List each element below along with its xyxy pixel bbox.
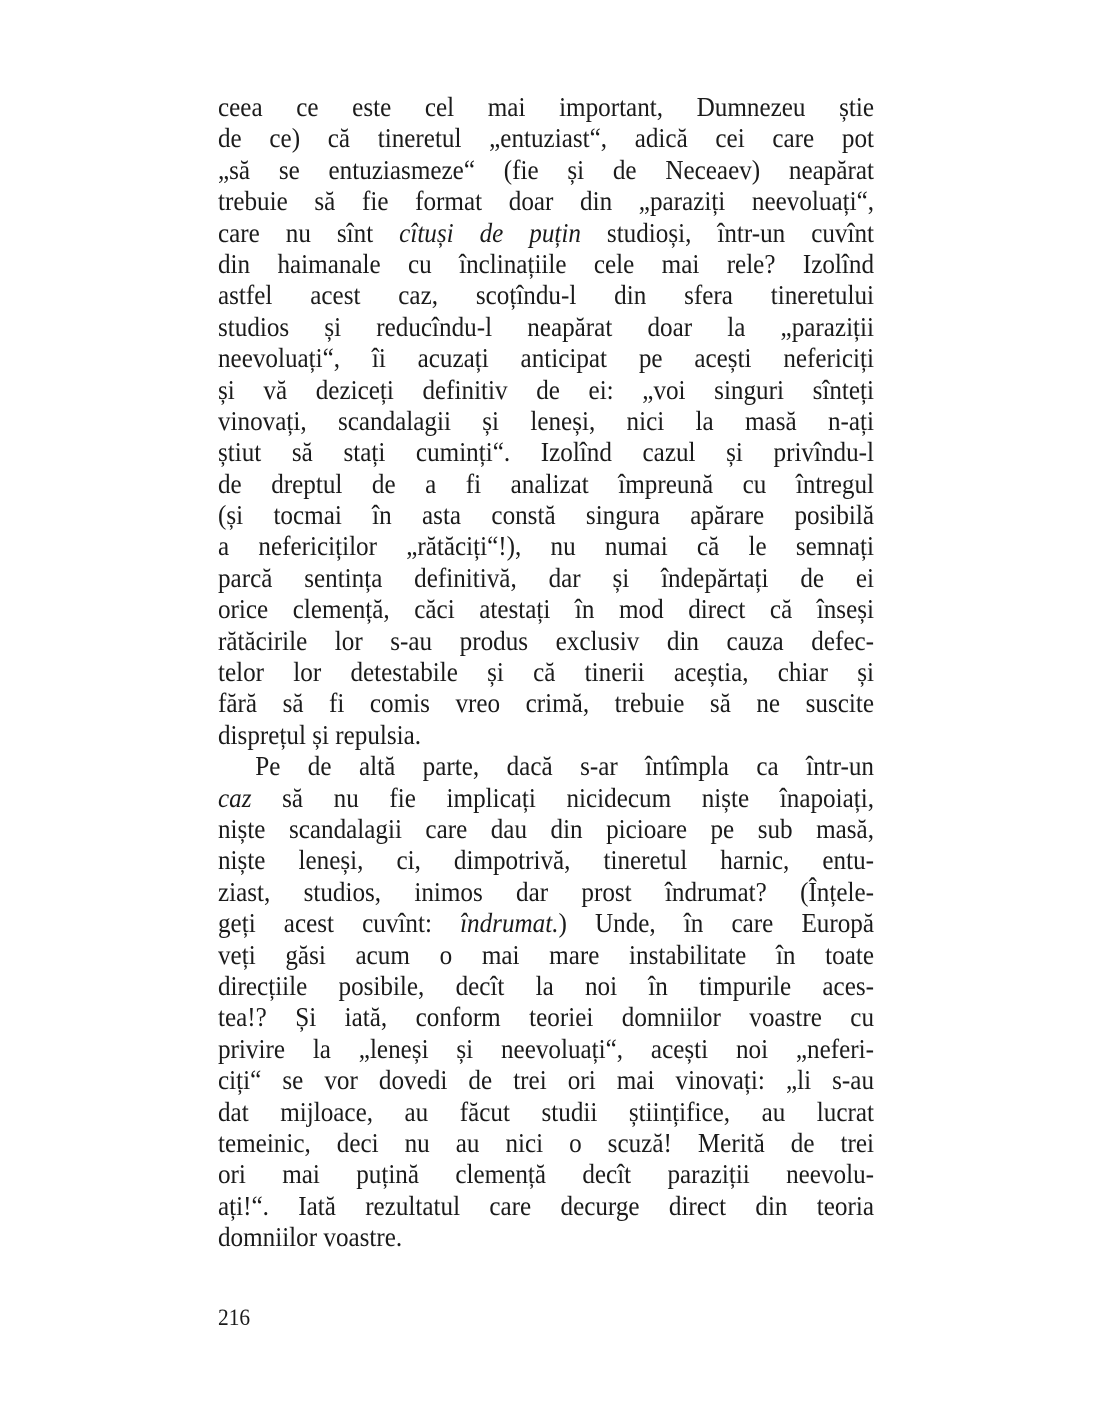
text-segment: (și tocmai în asta constă singura apărare posibilă [218,500,875,531]
text-segment: rătăcirile lor s-au produs exclusiv din cauza defec- [218,625,875,656]
text-line [218,563,874,594]
page-number: 216 [218,1305,251,1330]
text-segment: ziast, studios, inimos dar prost îndrumat? (Înțele- [218,876,875,907]
text-segment: vinovați, scandalagii și leneși, nici la masă n-ați [218,405,875,436]
text-line [218,375,874,406]
text-line [218,688,874,719]
text-line [218,1065,874,1096]
text-segment: de ce) că tineretul „entuziast“, adică cei care pot [218,123,875,154]
text-line [218,657,874,688]
text-line [218,123,874,154]
text-segment: niște scandalagii care dau din picioare pe sub masă, [218,813,875,844]
text-segment: ori mai puțină clemență decît paraziții neevolu- [218,1159,875,1190]
text-segment: și vă deziceți definitiv de ei: „voi singuri sînteți [218,374,875,405]
text-segment: telor lor detestabile și că tinerii aceștia, chiar și [218,657,875,688]
text-line [218,469,874,500]
text-line [218,531,874,562]
text-line [218,720,874,751]
text-line [218,626,874,657]
text-line [218,814,874,845]
text-segment: din haimanale cu înclinațiile cele mai rele? Izolînd [218,248,875,279]
text-segment: ciți“ se vor dovedi de trei ori mai vinovați: „li s-au [218,1065,875,1096]
text-segment: ) Unde, în care Europă [558,908,875,939]
text-line [218,1159,874,1190]
text-line [218,1097,874,1128]
text-line [218,406,874,437]
text-segment: orice clemență, căci atestați în mod direct că înseși [218,594,875,625]
text-line [218,186,874,217]
text-line [218,908,874,939]
text-line [218,500,874,531]
text-line [218,751,874,782]
text-segment: veți găsi acum o mai mare instabilitate în toate [218,939,875,970]
text-line [218,971,874,1002]
text-segment: niște leneși, ci, dimpotrivă, tineretul harnic, entu- [218,845,875,876]
text-line [218,343,874,374]
text-line [218,155,874,186]
text-block [218,92,874,1253]
text-segment: să nu fie implicați nicidecum niște înapoiați, [251,782,875,813]
text-line [218,280,874,311]
text-segment: a nefericiților „rătăciți“!), nu numai că le semnați [218,531,875,562]
text-segment: ați!“. Iată rezultatul care decurge direct din teoria [218,1190,875,1221]
text-segment: de dreptul de a fi analizat împreună cu întregul [218,468,875,499]
text-segment: fără să fi comis vreo crimă, trebuie să ne suscite [218,688,875,719]
text-line [218,1002,874,1033]
text-segment: direcțiile posibile, decît la noi în timpurile aces- [218,970,875,1001]
text-line [218,92,874,123]
text-segment: astfel acest caz, scoțîndu-l din sfera tineretului [218,280,875,311]
text-segment: Pe de altă parte, dacă s-ar întîmpla ca într-un [255,751,875,782]
text-segment: „să se entuziasmeze“ (fie și de Neceaev) neapărat [218,154,875,185]
text-line [218,218,874,249]
text-line [218,437,874,468]
text-segment: geți acest cuvînt: [218,908,461,939]
text-segment: ceea ce este cel mai important, Dumnezeu știe [218,92,875,122]
text-line [218,1034,874,1065]
text-segment: domniilor voastre. [218,1222,403,1253]
italic-text-segment: cîtuși de puțin [399,217,581,248]
text-line [218,249,874,280]
text-line [218,877,874,908]
text-segment: privire la „leneși și neevoluați“, acești noi „neferi- [218,1033,875,1064]
text-segment: care nu sînt [218,217,400,248]
text-line [218,1191,874,1222]
text-segment: dat mijloace, au făcut studii științifice, au lucrat [218,1096,875,1127]
text-line [218,940,874,971]
text-segment: trebuie să fie format doar din „paraziți neevoluați“, [218,186,875,217]
text-segment: tea!? Și iată, conform teoriei domniilor voastre cu [218,1002,875,1033]
text-line [218,312,874,343]
italic-text-segment: caz [218,782,252,813]
text-line [218,783,874,814]
text-segment: știut să stați cuminți“. Izolînd cazul și privîndu-l [218,437,875,468]
text-line [218,594,874,625]
text-segment: disprețul și repulsia. [218,719,422,750]
italic-text-segment: îndrumat. [460,908,559,939]
text-segment: studios și reducîndu-l neapărat doar la „paraziții [218,311,875,342]
text-line [218,1128,874,1159]
text-segment: neevoluați“, îi acuzați anticipat pe acești nefericiți [218,343,875,374]
text-line [218,845,874,876]
text-segment: studioși, într-un cuvînt [580,217,875,248]
text-line [218,1222,874,1253]
text-segment: parcă sentința definitivă, dar și îndepărtați de ei [218,562,875,593]
text-segment: temeinic, deci nu au nici o scuză! Merită de trei [218,1127,875,1158]
